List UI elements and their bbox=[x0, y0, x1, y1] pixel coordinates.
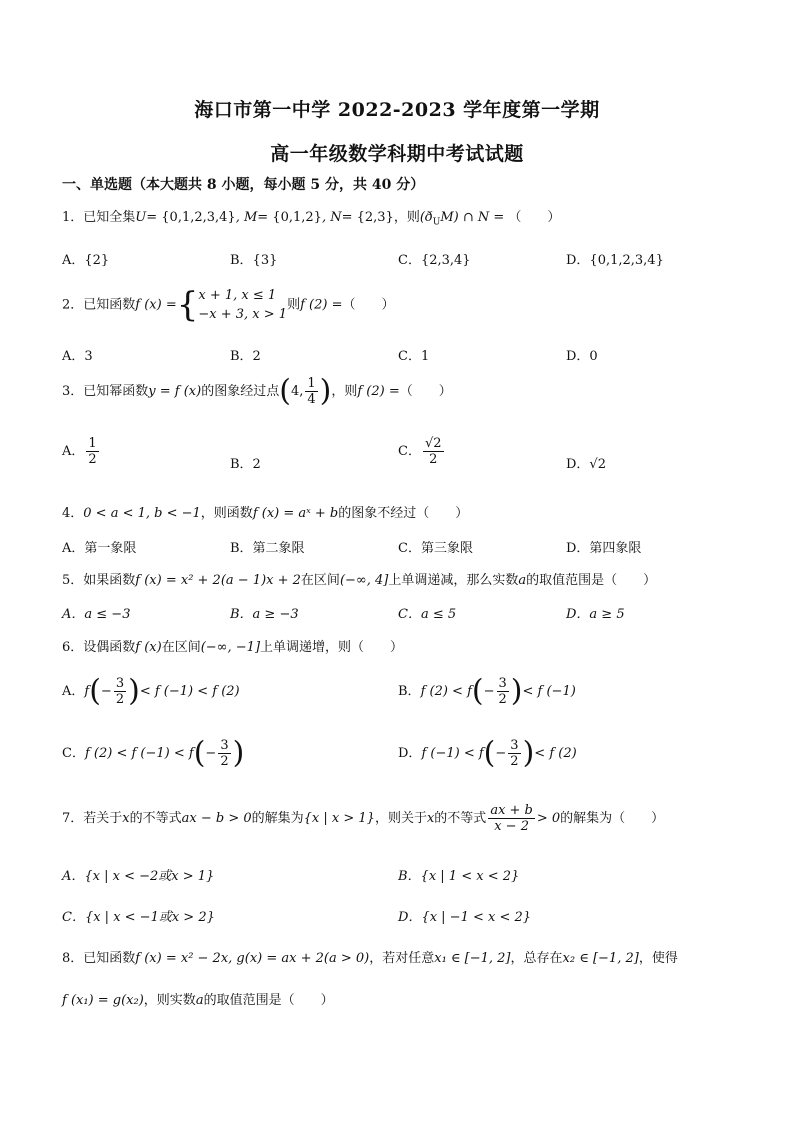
q4-option-a[interactable]: A．第一象限 bbox=[62, 541, 137, 556]
q7-set: {x | x > 1} bbox=[303, 811, 375, 826]
q3-mid: 的图象经过点 bbox=[201, 384, 280, 399]
q2-fx: f (x) = bbox=[135, 297, 177, 313]
q4-option-b[interactable]: B．第二象限 bbox=[230, 541, 305, 556]
q1-U-set: = {0,1,2,3,4} bbox=[146, 210, 236, 225]
q2-cases bbox=[198, 286, 287, 324]
q4-cond: 0 < a < 1, b < −1 bbox=[83, 506, 201, 521]
q1-N: , N bbox=[321, 210, 342, 225]
q7-option-d[interactable]: D．{x | −1 < x < 2} bbox=[398, 910, 532, 925]
q5-var: a bbox=[518, 573, 527, 588]
q7-option-c[interactable]: C．{x | x < −1或x > 2} bbox=[62, 910, 215, 925]
q2-brace: { bbox=[176, 285, 199, 325]
q2-case1: x + 1, x ≤ 1 bbox=[198, 288, 277, 303]
q2-f2: f (2) = bbox=[300, 297, 343, 313]
question-5 bbox=[62, 569, 656, 588]
q3-option-b[interactable]: B．2 bbox=[230, 457, 261, 472]
q5-suffix: 的取值范围是（ ） bbox=[526, 573, 657, 588]
q6-prefix: 6．设偶函数 bbox=[62, 640, 136, 655]
q1-expr: (ð bbox=[419, 210, 433, 225]
q4-option-c[interactable]: C．第三象限 bbox=[398, 541, 473, 556]
question-1 bbox=[62, 206, 560, 228]
section-heading: 一、单选题（本大题共 8 小题，每小题 5 分，共 40 分） bbox=[62, 177, 425, 193]
q4-option-d[interactable]: D．第四象限 bbox=[566, 541, 642, 556]
q4-mid: ，则函数 bbox=[200, 506, 253, 521]
q1-expr2: M) ∩ N bbox=[440, 210, 490, 225]
question-2 bbox=[62, 286, 394, 324]
q2-then: 则 bbox=[287, 297, 301, 313]
q1-M: , M bbox=[235, 210, 258, 225]
q7-fraction: $\frac{ax + b}{x - 2}$ bbox=[490, 803, 533, 834]
q1-N-set: = {2,3} bbox=[341, 210, 394, 225]
q6-option-a[interactable]: A．f(− $\frac{3}{2}$ )< f (−1) < f (2) bbox=[62, 673, 240, 709]
q8-eq: f (x₁) = g(x₂) bbox=[62, 993, 144, 1008]
q6-option-c[interactable]: C．f (2) < f (−1) < f(− $\frac{3}{2}$ ) bbox=[62, 735, 245, 771]
q3-option-a[interactable]: A． $\frac{1}{2}$ bbox=[62, 436, 97, 467]
q4-suffix: 的图象不经过（ ） bbox=[338, 506, 469, 521]
q5-option-b[interactable]: B．a ≥ −3 bbox=[230, 607, 299, 622]
question-8-line2: f (x₁) = g(x₂)，则实数a的取值范围是（ ） bbox=[62, 993, 334, 1008]
q5-interval: (−∞, 4] bbox=[339, 573, 389, 588]
q3-option-c[interactable]: C． $\frac{√2}{2}$ bbox=[398, 436, 442, 467]
q5-mid: 在区间 bbox=[300, 573, 340, 588]
q7-prefix: 7．若关于 bbox=[62, 811, 123, 826]
q2-suffix: （ ） bbox=[342, 297, 395, 313]
q2-option-d[interactable]: D．0 bbox=[566, 349, 598, 364]
q3-prefix: 3．已知幂函数 bbox=[62, 384, 149, 399]
q7-option-a[interactable]: A．{x | x < −2或x > 1} bbox=[62, 869, 215, 884]
q4-func: f (x) = aˣ + b bbox=[252, 506, 339, 521]
q1-suffix: = （ ） bbox=[493, 210, 561, 225]
q8-prefix: 8．已知函数 bbox=[62, 951, 136, 966]
q5-prefix: 5．如果函数 bbox=[62, 573, 136, 588]
q3-option-d[interactable]: D．√2 bbox=[566, 457, 606, 472]
q6-func: f (x) bbox=[135, 640, 162, 655]
q5-func: f (x) = x² + 2(a − 1)x + 2 bbox=[135, 573, 301, 588]
q7-option-b[interactable]: B．{x | 1 < x < 2} bbox=[398, 869, 520, 884]
q5-option-c[interactable]: C．a ≤ 5 bbox=[398, 607, 457, 622]
q6-interval: (−∞, −1] bbox=[200, 640, 261, 655]
question-4 bbox=[62, 502, 468, 521]
q1-then: ，则 bbox=[393, 210, 420, 225]
q3-func: y = f (x) bbox=[148, 384, 202, 399]
q5-option-d[interactable]: D．a ≥ 5 bbox=[566, 607, 625, 622]
exam-title-line2: 高一年级数学科期中考试试题 bbox=[270, 143, 524, 165]
q3-suffix: （ ） bbox=[399, 384, 452, 399]
q3-point-a: 4, bbox=[290, 384, 304, 399]
q3-point-frac: $\frac{1}{4}$ bbox=[307, 376, 316, 407]
q4-prefix: 4． bbox=[62, 506, 84, 521]
q1-M-set: = {0,1,2} bbox=[257, 210, 322, 225]
q6-option-b[interactable]: B．f (2) < f(− $\frac{3}{2}$ )< f (−1) bbox=[398, 673, 576, 709]
question-3: 3．已知幂函数y = f (x)的图象经过点(4, $\frac{1}{4}$ )，则f (2) =（ ） bbox=[62, 373, 452, 409]
q2-option-b[interactable]: B．2 bbox=[230, 349, 261, 364]
q1-U: U bbox=[135, 210, 147, 225]
q1-option-a[interactable]: A．{2} bbox=[62, 253, 110, 268]
q8-func: f (x) = x² − 2x, g(x) = ax + 2(a > 0) bbox=[135, 951, 370, 966]
exam-title-line1: 海口市第一中学 2022-2023 学年度第一学期 bbox=[194, 99, 600, 121]
question-7: 7．若关于x的不等式ax − b > 0的解集为{x | x > 1}，则关于x的不等式 $\frac{ax + b}{x - 2}$ > 0的解集为（ ） bbox=[62, 803, 665, 834]
q3-f2: f (2) = bbox=[357, 384, 400, 399]
q2-option-c[interactable]: C．1 bbox=[398, 349, 430, 364]
question-8: 8．已知函数f (x) = x² − 2x, g(x) = ax + 2(a > 0)，若对任意x₁ ∈ [−1, 2]，总存在x₂ ∈ [−1, 2]，使得 bbox=[62, 951, 678, 966]
q6-option-d[interactable]: D．f (−1) < f(− $\frac{3}{2}$ )< f (2) bbox=[398, 735, 577, 771]
q2-option-a[interactable]: A．3 bbox=[62, 349, 93, 364]
q1-sub: U bbox=[432, 217, 441, 228]
q7-ineq: ax − b > 0 bbox=[181, 811, 252, 826]
q5-mid2: 上单调递减，那么实数 bbox=[388, 573, 519, 588]
q1-prefix: 1．已知全集 bbox=[62, 210, 136, 225]
question-6 bbox=[62, 636, 403, 655]
q3-then: ，则 bbox=[331, 384, 358, 399]
q6-suffix: 上单调递增，则（ ） bbox=[260, 640, 404, 655]
q6-mid: 在区间 bbox=[161, 640, 201, 655]
q1-option-b[interactable]: B．{3} bbox=[230, 253, 278, 268]
q2-prefix: 2．已知函数 bbox=[62, 297, 136, 313]
q5-option-a[interactable]: A．a ≤ −3 bbox=[62, 607, 131, 622]
q1-option-c[interactable]: C．{2,3,4} bbox=[398, 253, 471, 268]
q1-option-d[interactable]: D．{0,1,2,3,4} bbox=[566, 253, 664, 268]
q2-case2: −x + 3, x > 1 bbox=[198, 307, 288, 322]
